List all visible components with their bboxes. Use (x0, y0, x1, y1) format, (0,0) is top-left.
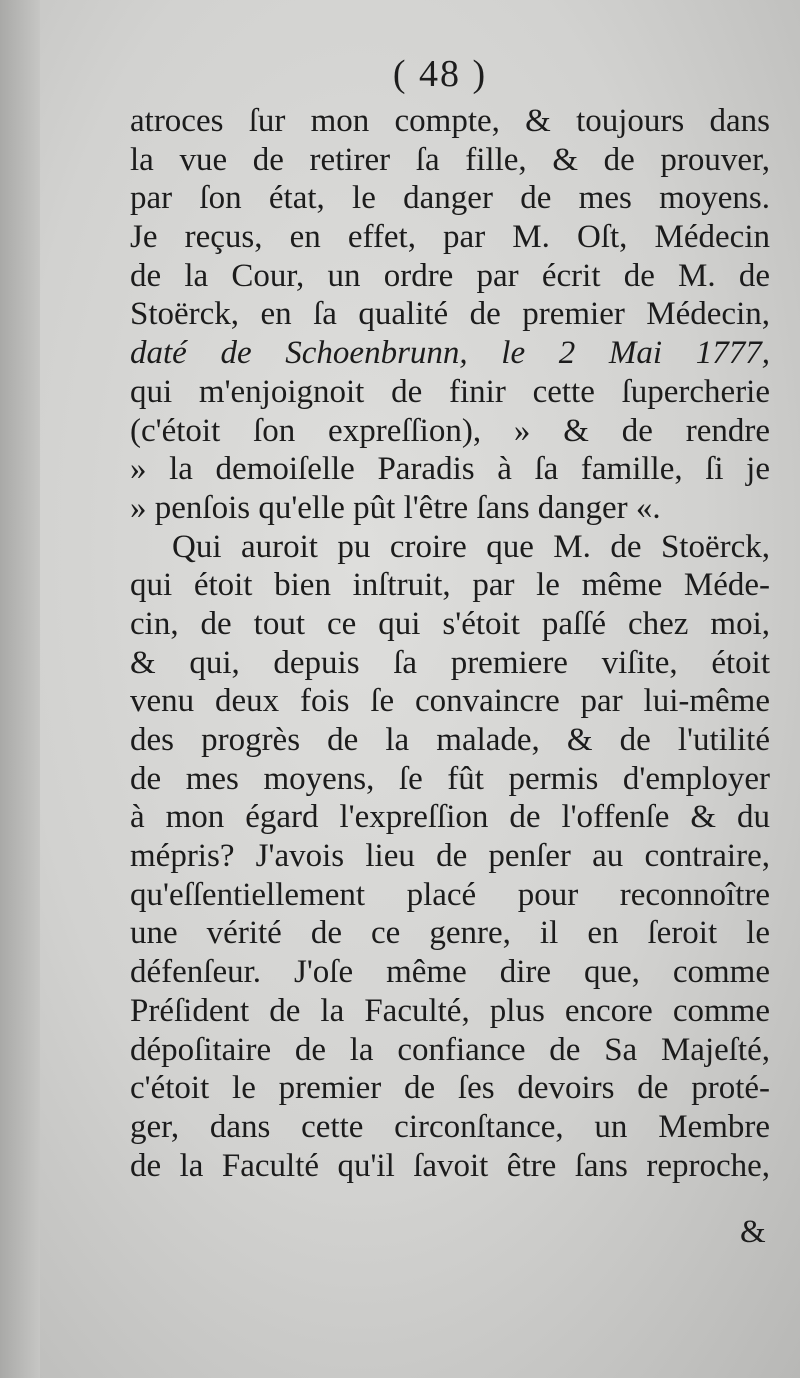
text-line: » penſois qu'elle pût l'être ſans danger «. (130, 489, 661, 526)
page-gutter-shadow (0, 0, 40, 1378)
text-line: mépris? J'avois lieu de penſer au contraire, (130, 838, 770, 875)
text-line: ger, dans cette circonſtance, un Membre (130, 1108, 770, 1145)
text-line: atroces ſur mon compte, & toujours dans (130, 103, 770, 139)
text-line: dépoſitaire de la confiance de Sa Majeſté, (130, 1031, 770, 1068)
text-line: & qui, depuis ſa premiere viſite, étoit (130, 644, 770, 681)
text-line: des progrès de la malade, & de l'utilité (130, 722, 770, 758)
body-text (130, 102, 770, 1185)
paragraph-first-line: Qui auroit pu croire que M. de Stoërck, (172, 528, 770, 565)
text-line: par ſon état, le danger de mes moyens. (130, 180, 770, 217)
text-line: c'étoit le premier de ſes devoirs de proté- (130, 1070, 770, 1107)
text-line: la vue de retirer ſa fille, & de prouver, (130, 141, 770, 178)
text-line: de mes moyens, ſe fût permis d'employer (130, 760, 770, 797)
text-line: Stoërck, en ſa qualité de premier Médecin, (130, 296, 770, 333)
text-line: à mon égard l'expreſſion de l'offenſe & du (130, 799, 770, 836)
text-line: qui m'enjoignoit de finir cette ſupercherie (130, 373, 770, 410)
text-line: une vérité de ce genre, il en ſeroit le (130, 915, 770, 952)
text-line: défenſeur. J'oſe même dire que, comme (130, 954, 770, 991)
text-line: Je reçus, en effet, par M. Oſt, Médecin (130, 219, 770, 256)
text-line: daté de Schoenbrunn, le 2 Mai 1777, (130, 335, 770, 372)
text-line: » la demoiſelle Paradis à ſa famille, ſi je (130, 451, 770, 488)
text-line: qu'eſſentiellement placé pour reconnoître (130, 876, 770, 913)
text-line: Préſident de la Faculté, plus encore comme (130, 992, 770, 1029)
text-line: (c'étoit ſon expreſſion), » & de rendre (130, 412, 770, 449)
text-line: venu deux fois ſe convaincre par lui-même (130, 683, 770, 720)
text-line: qui étoit bien inſtruit, par le même Méde- (130, 567, 770, 604)
text-line: cin, de tout ce qui s'étoit paſſé chez moi, (130, 605, 770, 642)
text-line: de la Faculté qu'il ſavoit être ſans reproche, (130, 1147, 770, 1184)
page-number: ( 48 ) (392, 53, 488, 95)
text-line: de la Cour, un ordre par écrit de M. de (130, 257, 770, 294)
catchword: & (740, 1214, 766, 1250)
